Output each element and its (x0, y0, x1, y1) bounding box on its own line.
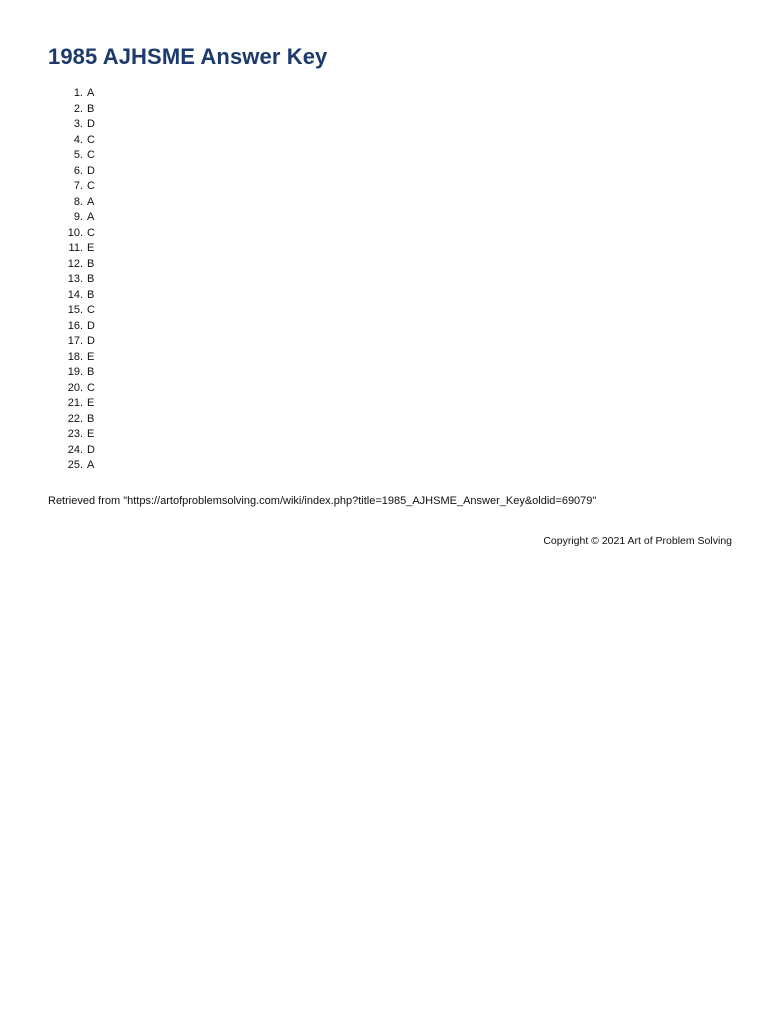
answer-letter: E (87, 428, 95, 440)
answer-number: 10. (67, 226, 83, 239)
answer-number: 22. (67, 412, 83, 425)
answer-number: 16. (67, 319, 83, 332)
answer-number: 13. (67, 273, 83, 285)
answer-letter: A (87, 195, 95, 208)
answer-number: 14. (67, 288, 83, 301)
answer-letter: A (87, 87, 95, 99)
answer-number: 11. (68, 242, 83, 254)
answer-number: 12. (67, 257, 83, 270)
answer-number: 23. (67, 428, 83, 440)
answer-number: 3. (73, 118, 83, 130)
answer-letter: D (87, 118, 95, 130)
answer-number: 24. (67, 443, 83, 456)
answer-number: 19. (67, 366, 83, 378)
answer-letter: E (87, 350, 95, 363)
answer-letter: B (87, 288, 95, 301)
answer-letter: D (87, 335, 95, 347)
answer-letter: C (87, 304, 95, 316)
answer-number: 20. (67, 381, 83, 394)
answer-letter: E (87, 397, 95, 409)
answer-letter: D (87, 319, 95, 332)
answer-letter: B (87, 412, 95, 425)
answer-number: 8. (73, 195, 83, 208)
answer-letter: C (87, 180, 95, 192)
answer-number: 2. (73, 102, 83, 115)
answer-letter: A (87, 459, 95, 471)
answer-letter: C (87, 226, 95, 239)
answer-number: 25. (67, 459, 83, 471)
answer-letter: B (87, 102, 95, 115)
retrieved-from-text: Retrieved from "https://artofproblemsolving.com/wiki/index.php?title=1985_AJHSME_Answer_Key&oldid=69079" (48, 495, 597, 507)
copyright-text: Copyright © 2021 Art of Problem Solving (543, 535, 732, 547)
answer-number: 15. (67, 304, 83, 316)
answer-number: 4. (73, 133, 83, 146)
answer-number: 9. (73, 211, 83, 223)
answer-number: 6. (73, 164, 83, 177)
answer-letter: B (87, 257, 95, 270)
answer-number: 7. (73, 180, 83, 192)
answer-letter: A (87, 211, 95, 223)
answer-letter: E (87, 242, 95, 254)
answer-letter: C (87, 149, 95, 161)
answer-number: 17. (67, 335, 83, 347)
answer-number: 1. (73, 87, 83, 99)
answer-letter: C (87, 133, 95, 146)
answer-letter: D (87, 443, 95, 456)
answer-letter: B (87, 273, 95, 285)
answer-number: 5. (73, 149, 83, 161)
answer-letter: C (87, 381, 95, 394)
page-title: 1985 AJHSME Answer Key (48, 44, 328, 69)
answer-number: 21. (67, 397, 83, 409)
answer-letter: D (87, 164, 95, 177)
answer-number: 18. (67, 350, 83, 363)
answer-letter: B (87, 366, 95, 378)
